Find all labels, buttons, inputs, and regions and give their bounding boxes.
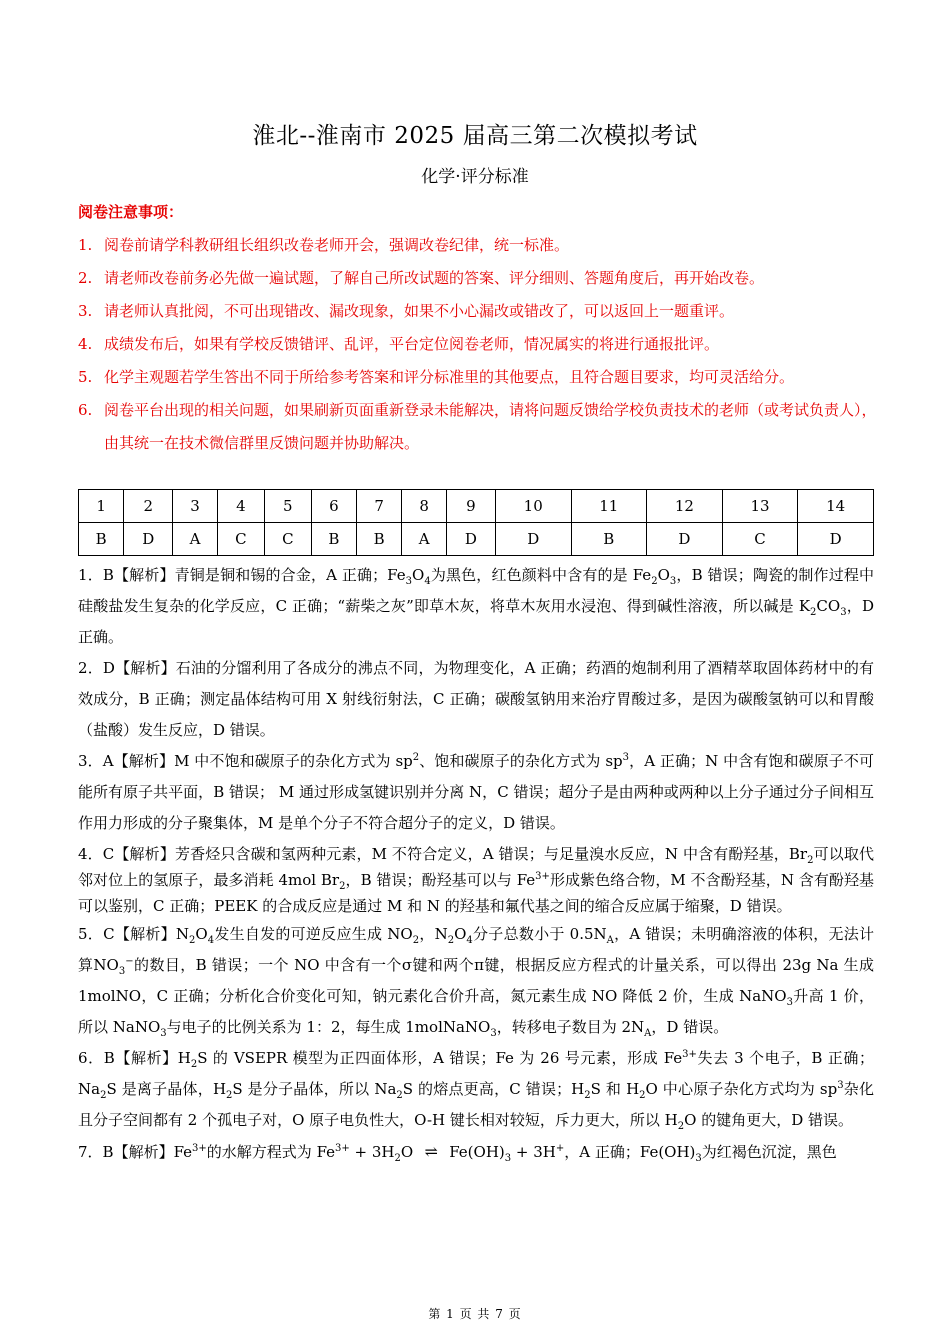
- explanation-q7: 7．B【解析】$Fe^{3+}$的水解方程式为 $Fe^{3+} + 3H_2O$ ⇌ $Fe(OH)_3 + 3H^+$，A 正确；$Fe(OH)_3$为红褐色沉淀，黑色: [78, 1136, 874, 1168]
- answer-cell: D: [798, 523, 874, 556]
- explanation-q4: 4．C【解析】芳香烃只含碳和氢两种元素，M 不符合定义，A 错误；与足量溴水反应，N 中含有酚羟基，$Br_2$可以取代邻对位上的氢原子，最多消耗 4mol $Br_2$，B 错误；酚羟基可以与 $Fe^{3+}$形成紫色络合物，M 不含酚羟基，N 含有酚羟基可以鉴别，C 正确；PEEK 的合成反应是通过 M 和 N 的羟基和氟代基之间的缩合反应属于缩聚，D 错误。: [78, 845, 874, 915]
- question-number: 2: [124, 490, 173, 523]
- question-number: 10: [495, 490, 571, 523]
- answer-table: [78, 489, 874, 556]
- question-number: 4: [217, 490, 264, 523]
- answer-cell: B: [571, 523, 647, 556]
- question-number: 6: [311, 490, 356, 523]
- notice-item: 4. 成绩发布后，如果有学校反馈错评、乱评，平台定位阅卷老师，情况属实的将进行通报批评。: [78, 335, 720, 353]
- answer-cell: D: [446, 523, 495, 556]
- explanation-q2: 2．D【解析】石油的分馏利用了各成分的沸点不同，为物理变化，A 正确；药酒的炮制利用了酒精萃取固体药材中的有效成分，B 正确；测定晶体结构可用 X 射线衍射法，C 正确；碳酸氢钠用来治疗胃酸过多，是因为碳酸氢钠可以和胃酸（盐酸）发生反应，D 错误。: [78, 659, 874, 739]
- explanations: [78, 560, 874, 1168]
- answer-cell: D: [124, 523, 173, 556]
- question-number: 1: [79, 490, 124, 523]
- explanation-q3: 3．A【解析】M 中不饱和碳原子的杂化方式为 $sp^2$、饱和碳原子的杂化方式为 $sp^3$，A 正确；N 中含有饱和碳原子不可能所有原子共平面，B 错误； M 通过形成氢键识别并分离 N，C 错误；超分子是由两种或两种以上分子通过分子间相互作用力形成的分子聚集体，M 是单个分子不符合超分子的定义，D 错误。: [78, 752, 874, 832]
- explanation-q1: 1．B【解析】青铜是铜和锡的合金，A 正确；$Fe_3O_4$为黑色，红色颜料中含有的是 $Fe_2O_3$，B 错误；陶瓷的制作过程中硅酸盐发生复杂的化学反应，C 正确；“薪柴之灰”即草木灰，将草木灰用水浸泡、得到碱性溶液，所以碱是 $K_2CO_3$，D 正确。: [78, 566, 875, 646]
- explanation-q6: 6．B【解析】$H_2S$ 的 VSEPR 模型为正四面体形，A 错误；Fe 为 26 号元素，形成 $Fe^{3+}$失去 3 个电子，B 正确；$Na_2S$ 是离子晶体，$H_2S$ 是分子晶体，所以 $Na_2S$ 的熔点更高，C 错误；$H_2S$ 和 $H_2O$ 中心原子杂化方式均为 $sp^3$杂化且分子空间都有 2 个孤电子对，O 原子电负性大，O-H 键长相对较短，斥力更大，所以 $H_2O$ 的键角更大，D 错误。: [78, 1049, 875, 1132]
- grading-notice: [78, 196, 878, 460]
- page-title: 淮北--淮南市 2025 届高三第二次模拟考试: [252, 123, 698, 149]
- equilibrium-arrow-icon: ⇌: [424, 1142, 438, 1161]
- answer-cell: C: [217, 523, 264, 556]
- answer-cell: A: [173, 523, 218, 556]
- notice-item: 1. 阅卷前请学科教研组长组织改卷老师开会，强调改卷纪律，统一标准。: [78, 236, 570, 254]
- answer-cell: B: [357, 523, 402, 556]
- question-number-row: [79, 490, 874, 523]
- question-number: 12: [647, 490, 723, 523]
- notice-item: 6. 阅卷平台出现的相关问题，如果刷新页面重新登录未能解决，请将问题反馈给学校负责技术的老师（或考试负责人），由其统一在技术微信群里反馈问题并协助解决。: [78, 401, 877, 452]
- answer-cell: A: [402, 523, 447, 556]
- question-number: 3: [173, 490, 218, 523]
- question-number: 13: [722, 490, 798, 523]
- answer-cell: B: [311, 523, 356, 556]
- question-number: 11: [571, 490, 647, 523]
- answer-row: [79, 523, 874, 556]
- page-subtitle: 化学·评分标准: [421, 167, 529, 187]
- answer-cell: B: [79, 523, 124, 556]
- notice-item: 3. 请老师认真批阅，不可出现错改、漏改现象，如果不小心漏改或错改了，可以返回上一题重评。: [78, 302, 735, 320]
- question-number: 5: [264, 490, 311, 523]
- answer-cell: D: [647, 523, 723, 556]
- question-number: 8: [402, 490, 447, 523]
- notice-item: 2. 请老师改卷前务必先做一遍试题，了解自己所改试题的答案、评分细则、答题角度后，再开始改卷。: [78, 269, 765, 287]
- question-number: 14: [798, 490, 874, 523]
- answer-cell: C: [264, 523, 311, 556]
- notice-item: 5. 化学主观题若学生答出不同于所给参考答案和评分标准里的其他要点，且符合题目要求，均可灵活给分。: [78, 368, 795, 386]
- answer-cell: C: [722, 523, 798, 556]
- answer-cell: D: [495, 523, 571, 556]
- explanation-q5: 5．C【解析】$N_2O_4$发生自发的可逆反应生成 $NO_2$，$N_2O_4$分子总数小于 $0.5N_A$，A 错误；未明确溶液的体积，无法计算$NO_3^-$的数目，B 错误；一个 NO 中含有一个σ键和两个π键，根据反应方程式的计量关系，可以得出 23g Na 生成 1molNO，C 正确；分析化合价变化可知，钠元素化合价升高，氮元素生成 NO 降低 2 价，生成 NaNO$_3$升高 1 价，所以 NaNO$_3$与电子的比例关系为 1：2，每生成 1molNaNO$_3$，转移电子数目为 $2N_A$，D 错误。: [78, 925, 874, 1039]
- notice-heading: 阅卷注意事项：: [78, 203, 184, 221]
- page-number: 第 1 页 共 7 页: [428, 1307, 522, 1321]
- question-number: 9: [446, 490, 495, 523]
- question-number: 7: [357, 490, 402, 523]
